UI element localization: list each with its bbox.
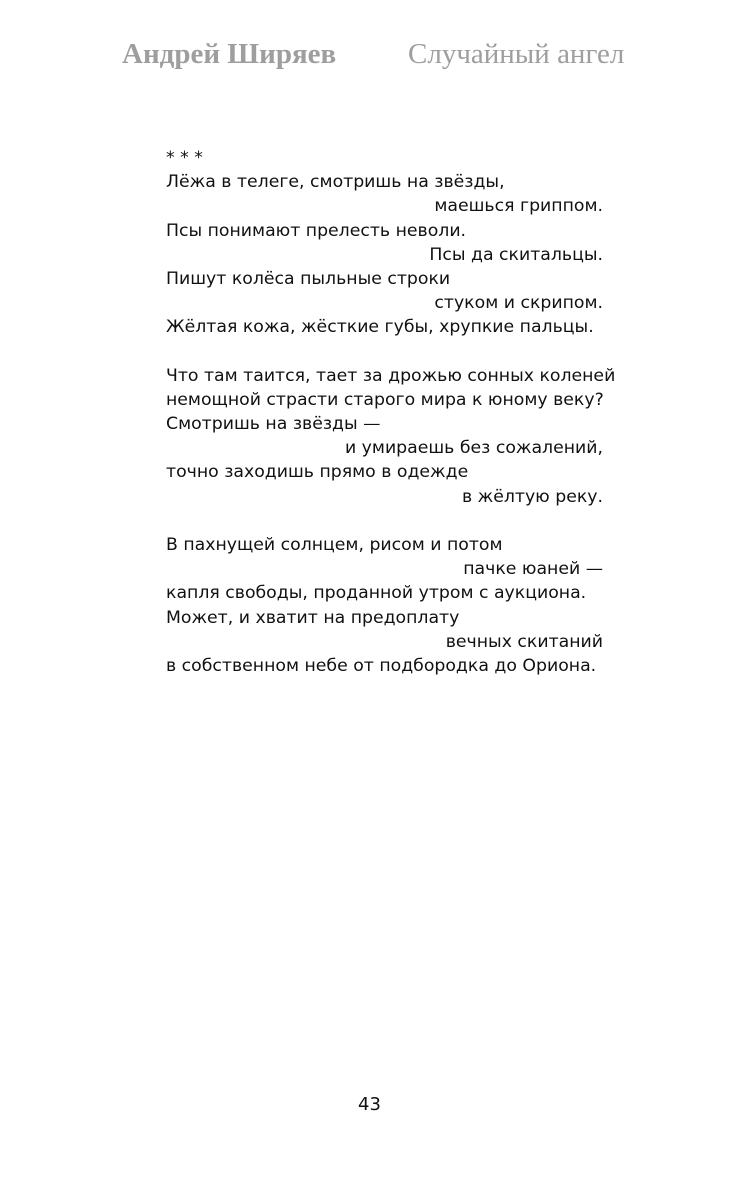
poem-line: В пахнущей солнцем, рисом и потом	[166, 535, 503, 555]
poem-asterism: * * *	[166, 148, 203, 168]
poem-line: Пишут колёса пыльные строки	[166, 268, 451, 289]
stanza-gap	[166, 340, 603, 364]
poem-line: Псы да скитальцы.	[429, 244, 603, 265]
header-author: Андрей Ширяев	[122, 38, 337, 70]
poem-line: Что там таится, тает за дрожью сонных коленей	[166, 365, 616, 386]
header-book-title: Случайный ангел	[408, 38, 625, 70]
stanza-gap	[166, 509, 603, 533]
poem-line: точно заходишь прямо в одежде	[166, 462, 469, 483]
poem	[166, 146, 616, 678]
poem-line: капля свободы, проданной утром с аукциона.	[166, 583, 587, 604]
stanza-2	[166, 364, 616, 509]
poem-line: пачке юаней —	[463, 559, 603, 580]
poem-line: вечных скитаний	[445, 631, 603, 652]
page-number: 43	[358, 1094, 381, 1115]
poem-line: стуком и скрипом.	[434, 293, 603, 314]
poem-line: немощной страсти старого мира к юному веку?	[166, 389, 604, 410]
poem-line: Может, и хватит на предоплату	[166, 607, 460, 628]
poem-line: Псы понимают прелесть неволи.	[166, 220, 467, 241]
poem-line: в жёлтую реку.	[461, 486, 603, 507]
poem-line: в собственном небе от подбородка до Ориона.	[166, 655, 597, 676]
stanza-1	[166, 170, 603, 339]
stanza-3	[166, 533, 603, 678]
poem-line: Смотришь на звёзды —	[166, 414, 381, 435]
poem-line: Лёжа в телеге, смотришь на звёзды,	[166, 172, 505, 193]
poem-line: Жёлтая кожа, жёсткие губы, хрупкие пальцы.	[166, 317, 594, 338]
poem-line: и умираешь без сожалений,	[344, 438, 603, 459]
running-header	[0, 38, 739, 78]
poem-line: маешься гриппом.	[434, 196, 603, 217]
